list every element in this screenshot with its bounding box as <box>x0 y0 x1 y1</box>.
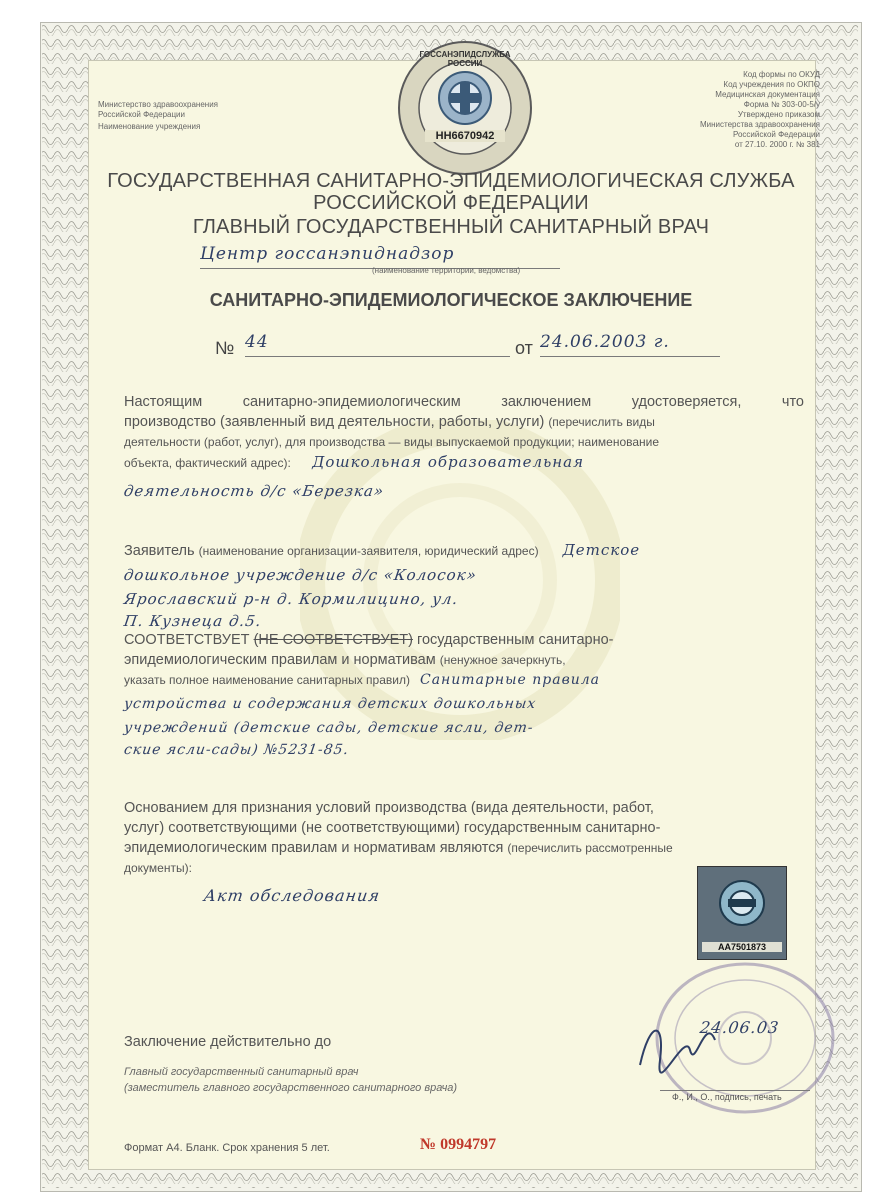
emblem-ring-text: ГОССАНЭПИДСЛУЖБА РОССИИ <box>419 50 511 68</box>
activity-handwritten-cont: деятельность д/с «Березка» <box>122 482 386 500</box>
header-federation: РОССИЙСКОЙ ФЕДЕРАЦИИ <box>313 192 589 214</box>
basis-aside: (перечислить рассмотренные <box>507 841 673 855</box>
territory-handwritten: Центр госсанэпиднадзор <box>200 244 455 264</box>
validity-label: Заключение действительно до <box>124 1034 332 1050</box>
rules-handwritten-line: учреждений (детские сады, детские ясли, дет- <box>122 720 535 736</box>
form-meta-line: Медицинская документация <box>715 90 820 99</box>
basis-handwritten: Акт обследования <box>202 886 382 905</box>
applicant-handwritten: Детское <box>562 541 641 559</box>
conformity-aside: (ненужное зачеркнуть, <box>439 653 566 667</box>
conformity-line: эпидемиологическим правилам и нормативам (ненужное зачеркнуть, <box>124 652 566 668</box>
rules-handwritten-line: устройства и содержания детских дошкольных <box>122 696 538 712</box>
cert-line: деятельности (работ, услуг), для производства — виды выпускаемой продукции; наименование <box>124 435 660 449</box>
chief-doctor-caption: Главный государственный санитарный врач <box>124 1066 359 1078</box>
applicant-line <box>124 540 804 561</box>
header-chief-doctor: ГЛАВНЫЙ ГОСУДАРСТВЕННЫЙ САНИТАРНЫЙ ВРАЧ <box>192 216 710 238</box>
signature-line <box>660 1080 810 1091</box>
validity-date-handwritten: 24.06.03 <box>698 1018 781 1037</box>
basis-line: эпидемиологическим правилам и нормативам являются (перечислить рассмотренные <box>124 840 673 856</box>
form-code-block <box>640 70 820 150</box>
institution-label: Наименование учреждения <box>98 122 201 131</box>
header-service: ГОСУДАРСТВЕННАЯ САНИТАРНО-ЭПИДЕМИОЛОГИЧЕСКАЯ СЛУЖБА <box>107 170 795 192</box>
conformity-line: указать полное наименование санитарных правил) Санитарные правила <box>124 672 600 688</box>
basis-line: документы): <box>124 861 192 875</box>
cert-line-address-label: объекта, фактический адрес): Дошкольная образовательная <box>124 453 585 471</box>
cert-line-aside: (перечислить виды <box>548 415 655 429</box>
applicant-handwritten-line: Ярославский р-н д. Кормилицино, ул. <box>122 590 460 608</box>
conformity-line <box>124 630 804 650</box>
hologram-emblem-icon <box>698 867 786 937</box>
applicant-block <box>124 540 804 631</box>
number-handwritten: 44 <box>245 332 269 352</box>
basis-line: услуг) соответствующими (не соответствующими) государственным санитарно- <box>124 820 661 836</box>
blank-serial-number: № 0994797 <box>420 1136 497 1153</box>
form-meta-line: Утверждено приказом <box>737 110 820 119</box>
cert-line-main: производство (заявленный вид деятельности, работы, услуги) <box>124 414 545 430</box>
applicant-label: Заявитель <box>124 543 195 559</box>
signature-block <box>124 1064 457 1096</box>
signature-caption: Ф., И., О., подпись, печать <box>672 1092 782 1102</box>
territory-caption: (наименование территории, ведомства) <box>372 266 521 275</box>
conformity-rest: государственным санитарно- <box>416 632 614 648</box>
document-title: САНИТАРНО-ЭПИДЕМИОЛОГИЧЕСКОЕ ЗАКЛЮЧЕНИЕ <box>209 290 693 310</box>
ministry-block <box>98 100 218 132</box>
form-format-note: Формат А4. Бланк. Срок хранения 5 лет. <box>124 1142 330 1154</box>
hologram-number: АА7501873 <box>702 942 782 952</box>
activity-handwritten: Дошкольная образовательная <box>312 453 585 471</box>
emblem-serial-number: НН6670942 <box>425 130 505 142</box>
basis-line: Основанием для признания условий производства (вида деятельности, работ, <box>124 800 654 816</box>
applicant-handwritten-line: П. Кузнеца д.5. <box>122 612 263 630</box>
applicant-aside: (наименование организации-заявителя, юридический адрес) <box>198 544 539 558</box>
date-handwritten: 24.06.2003 г. <box>540 332 670 352</box>
rules-handwritten-line: ские ясли-сады) №5231-85. <box>122 742 351 758</box>
form-meta-line: Российской Федерации <box>733 130 820 139</box>
hologram-sticker <box>697 866 787 960</box>
cert-line: Настоящим санитарно-эпидемиологическим заключением удостоверяется, что <box>124 394 804 410</box>
gossanepid-emblem <box>395 38 535 178</box>
form-meta-line: Код учреждения по ОКПО <box>723 80 820 89</box>
date-label: от <box>515 338 533 358</box>
conforms-text: СООТВЕТСТВУЕТ <box>124 632 250 648</box>
ministry-line: Российской Федерации <box>98 110 185 119</box>
deputy-caption: (заместитель главного государственного санитарного врача) <box>124 1082 458 1094</box>
number-label: № <box>215 338 235 358</box>
applicant-handwritten-line: дошкольное учреждение д/с «Колосок» <box>122 566 479 584</box>
cert-line <box>124 412 804 432</box>
signature-scribble <box>630 1010 720 1080</box>
ministry-line: Министерство здравоохранения <box>98 100 218 109</box>
conformity-block <box>124 630 804 760</box>
form-meta-line: от 27.10. 2000 г. № 381 <box>734 140 820 149</box>
form-meta-line: Министерства здравоохранения <box>700 120 820 129</box>
date-field <box>540 332 720 357</box>
certification-paragraph <box>124 392 804 501</box>
rules-handwritten: Санитарные правила <box>420 672 600 688</box>
not-conforms-struck: (НЕ СООТВЕТСТВУЕТ) <box>253 632 413 648</box>
number-field <box>245 332 510 357</box>
form-meta-line: Форма № 303-00-5/у <box>743 100 820 109</box>
form-meta-line: Код формы по ОКУД <box>743 70 820 79</box>
